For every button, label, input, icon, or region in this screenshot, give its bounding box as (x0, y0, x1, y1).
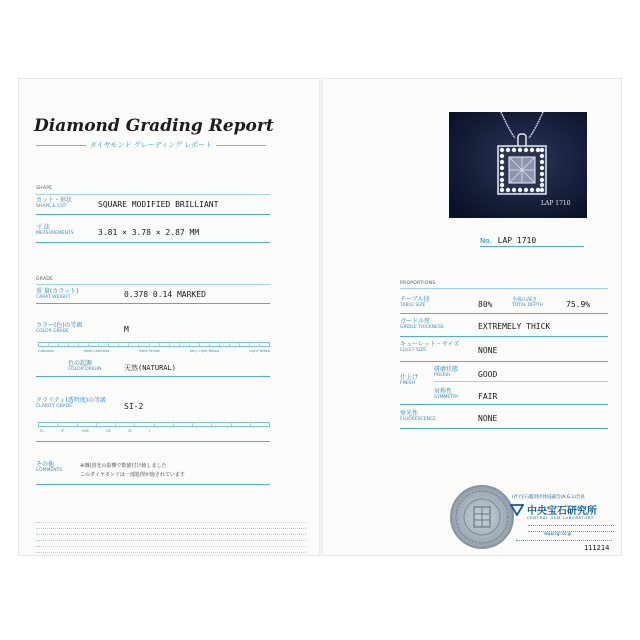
finish-label (400, 375, 418, 387)
measurements-value: 3.81 × 3.78 × 2.87 MM (98, 228, 200, 237)
fluor-label-en: FLUORESCENCE (400, 417, 436, 422)
comments-label-en: COMMENTS (36, 468, 63, 473)
girdle-label-jp: ガードル厚 (400, 318, 431, 325)
clarity-scale-label: FL (40, 429, 44, 433)
comment-line-1: ※(B)蛍光の影響で数値付け致しました (80, 463, 167, 469)
rule (36, 303, 270, 304)
rule (36, 194, 270, 195)
carat-label-jp: 重 量(カラット) (36, 288, 79, 295)
report-no-label: No. (480, 237, 492, 245)
rule (36, 484, 270, 485)
meas-label-jp: 寸 法 (36, 224, 50, 231)
girdle-label-en: GIRDLE THICKNESS (400, 325, 444, 330)
fine-print (36, 518, 306, 553)
rule (434, 381, 608, 382)
section-shape: SHAPE (36, 186, 53, 191)
report-title: Diamond Grading Report (34, 116, 274, 136)
carat-label (36, 289, 78, 301)
rule (400, 428, 608, 429)
lab-logo-icon (510, 504, 524, 516)
comments-label (36, 462, 62, 474)
rule (36, 441, 270, 442)
rule (36, 214, 270, 215)
girdle-label (400, 319, 444, 331)
color-label-en: COLOR GRADE (36, 329, 69, 334)
rule (400, 361, 608, 362)
lab-name-en: CENTRAL GEM LABORATORY (527, 516, 594, 520)
comment-line-2: このダイヤモンドは一部処理が施されています (80, 472, 185, 478)
color-label-jp: カラー(色)の等級 (36, 322, 83, 329)
report-number (480, 236, 584, 247)
clarity-label (36, 398, 106, 410)
clarity-scale-label: VVS (81, 429, 89, 433)
clarity-scale-label: VS (106, 429, 111, 433)
polish-value: GOOD (478, 370, 498, 379)
culet-value: NONE (478, 346, 498, 355)
color-scale-bar (38, 342, 270, 347)
shape-value: SQUARE MODIFIED BRILLIANT (98, 200, 219, 209)
fluor-label-jp: 蛍光性 (400, 410, 419, 417)
symmetry-label-en: SYMMETRY (434, 395, 459, 400)
photo-caption: LAP 1710 (541, 200, 571, 207)
rule (36, 284, 270, 285)
seal-emblem-icon (452, 487, 512, 547)
clarity-scale-bar (38, 422, 270, 427)
carat-label-en: CARAT WEIGHT (36, 295, 71, 300)
diamond-pendant-photo (449, 112, 587, 218)
table-label-en: TABLE SIZE (400, 303, 426, 308)
carat-value: 0.378 0.14 MARKED (124, 290, 206, 299)
fluorescence-label (400, 411, 436, 423)
origin-label (68, 361, 101, 373)
rule (400, 336, 608, 337)
clarity-scale-label: I (148, 429, 150, 433)
color-scale-labels (38, 349, 270, 353)
clarity-label-en: CLARITY GRADE (36, 404, 73, 409)
girdle-value: EXTREMELY THICK (478, 322, 551, 331)
clarity-label-jp: クラリティ(透明度)の等級 (36, 397, 107, 404)
depth-label-en: TOTAL DEPTH (512, 303, 543, 308)
total-depth-value: 75.9% (566, 300, 591, 309)
total-depth-label (512, 297, 543, 309)
report-subtitle (36, 140, 266, 150)
symmetry-label (434, 389, 459, 401)
culet-label-en: CULET SIZE (400, 348, 427, 353)
polish-label (434, 367, 458, 379)
finish-label-en: FINISH (400, 381, 415, 386)
origin-label-en: COLOR ORIGIN (68, 367, 102, 372)
symmetry-value: FAIR (478, 392, 498, 401)
table-label-jp: テーブル径 (400, 296, 430, 303)
color-value: M (124, 325, 129, 334)
clarity-value: SI-2 (124, 402, 144, 411)
color-label (36, 323, 83, 335)
origin-label-jp: 色の起源 (68, 360, 93, 367)
rule (400, 404, 608, 405)
color-scale-label: Faint Yellow (139, 349, 160, 353)
lab-logo (510, 502, 597, 517)
page-fold (319, 78, 323, 556)
serial-number: 111214 (584, 544, 610, 552)
depth-label-jp: 全体の深さ (512, 297, 538, 303)
meas-label-en: MEASUREMENTS (36, 231, 74, 236)
polish-label-en: POLISH (434, 373, 451, 378)
culet-label (400, 342, 459, 354)
shape-label-jp: カット・形状 (36, 197, 72, 204)
table-size-label (400, 297, 429, 309)
rule (36, 242, 270, 243)
lab-note (516, 537, 612, 541)
report-subtitle-text: ダイヤモンド グレーディング レポート (89, 141, 213, 149)
color-scale-label: Light Yellow (249, 349, 270, 353)
finish-label-jp: 仕上げ (400, 374, 419, 381)
color-scale-label: Near Colorless (83, 349, 110, 353)
measurements-label (36, 225, 74, 237)
rule (36, 376, 270, 377)
origin-value: 天然(NATURAL) (124, 364, 176, 372)
embossed-seal-icon (450, 485, 514, 549)
lab-url: www.cgl.co.jp (544, 531, 572, 536)
symmetry-label-jp: 対称性 (434, 388, 453, 395)
association-text: (社)宝石鑑別団体協議会(A.G.L)会員 (512, 495, 585, 500)
color-scale-label: Very Light Yellow (189, 349, 220, 353)
section-proportions: PROPORTIONS (400, 281, 436, 286)
rule (400, 313, 608, 314)
polish-label-jp: 研磨状態 (434, 366, 459, 373)
lab-name: 中央宝石研究所 (527, 506, 597, 517)
shape-label-en: SHAPE & CUT (36, 204, 67, 209)
table-size-value: 80% (478, 300, 493, 309)
fluorescence-value: NONE (478, 414, 498, 423)
color-scale-label: Colorless (38, 349, 54, 353)
report-no-value: LAP 1710 (497, 236, 537, 245)
clarity-scale-label: SI (128, 429, 132, 433)
clarity-scale-label: IF (61, 429, 65, 433)
clarity-scale-labels (40, 429, 150, 433)
shape-label (36, 198, 72, 210)
comments-label-jp: その他 (36, 461, 55, 468)
section-grade: GRADE (36, 277, 54, 282)
culet-label-jp: キューレット・サイズ (400, 341, 460, 348)
rule (400, 288, 608, 289)
